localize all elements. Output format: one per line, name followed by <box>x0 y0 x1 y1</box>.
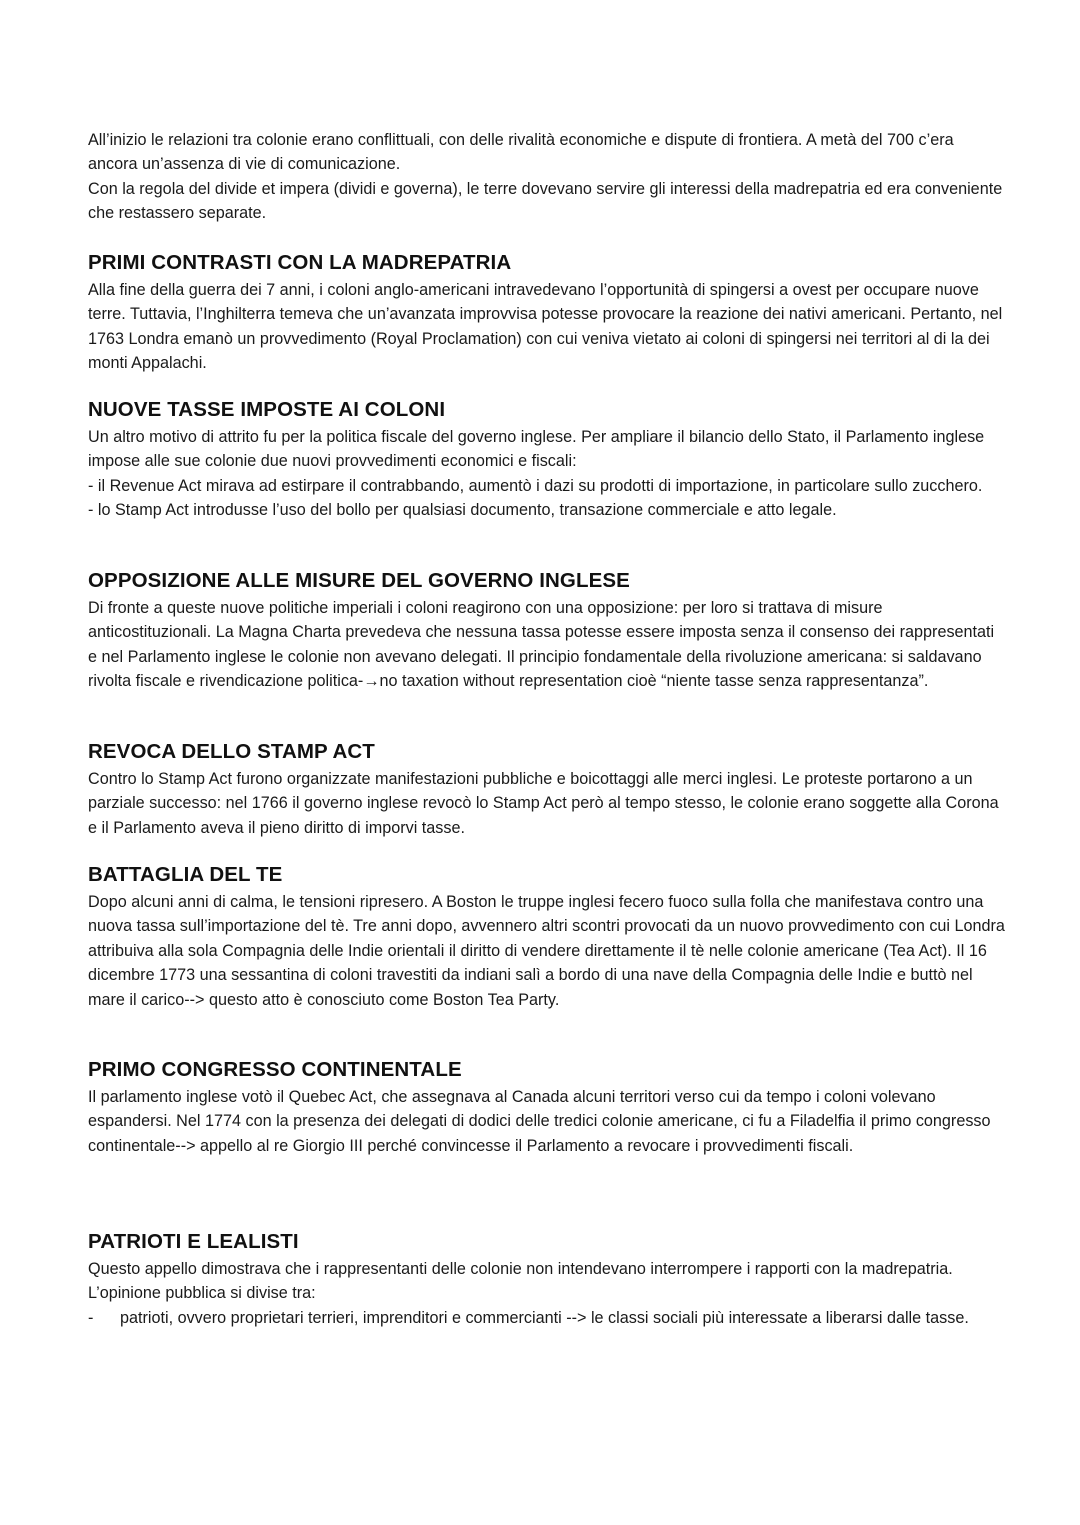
section-heading: PRIMI CONTRASTI CON LA MADREPATRIA <box>88 251 512 274</box>
section-paragraph: L’opinione pubblica si divise tra: <box>88 1284 316 1303</box>
section-revoca-stamp-act <box>88 740 1006 840</box>
section-heading: PRIMO CONGRESSO CONTINENTALE <box>88 1058 462 1081</box>
section-paragraph: - il Revenue Act mirava ad estirpare il contrabbando, aumentò i dazi su prodotti di importazione, in particolare sullo zucchero. <box>88 476 983 495</box>
intro-paragraph-1: All’inizio le relazioni tra colonie erano conflittuali, con delle rivalità economiche e dispute di frontiera. A metà del 700 c’era ancora un’assenza di vie di comunicazione. <box>88 131 954 174</box>
section-heading: REVOCA DELLO STAMP ACT <box>88 740 375 763</box>
section-primo-congresso <box>88 1058 1006 1158</box>
intro-block <box>88 128 1006 226</box>
section-battaglia-del-te <box>88 863 1006 1012</box>
section-nuove-tasse <box>88 398 1006 523</box>
section-primi-contrasti <box>88 251 1006 376</box>
section-paragraph: Dopo alcuni anni di calma, le tensioni ripresero. A Boston le truppe inglesi fecero fuoco sulla folla che manifestava contro una nuova tassa sull’importazione del tè. Tre anni dopo, avvennero altri scontri provocati da un nuovo provvedimento con cui Londra attribuiva alla sola Compagnia delle Indie orientali il diritto di vendere direttamente il tè nelle colonie americane (Tea Act). Il 16 dicembre 1773 una sessantina di coloni travestiti da indiani salì a bordo di una nave della Compagnia delle Indie e buttò nel mare il carico--> questo atto è conosciuto come Boston Tea Party. <box>88 893 1005 1009</box>
list-item-text: patrioti, ovvero proprietari terrieri, imprenditori e commercianti --> le classi sociali più interessate a liberarsi dalle tasse. <box>120 1308 969 1327</box>
section-heading: NUOVE TASSE IMPOSTE AI COLONI <box>88 398 446 421</box>
section-paragraph: Di fronte a queste nuove politiche imperiali i coloni reagirono con una opposizione: per loro si trattava di misure anticostituzionali. La Magna Charta prevedeva che nessuna tassa potesse essere imposta senza il consenso dei rappresentati e nel Parlamento inglese le colonie non avevano delegati. Il principio fondamentale della rivoluzione americana: si saldavano rivolta fiscale e rivendicazione politica-→no taxation without representation cioè “niente tasse senza rappresentanza”. <box>88 599 995 691</box>
bullet-list <box>88 1306 1006 1330</box>
section-paragraph: - lo Stamp Act introdusse l’uso del bollo per qualsiasi documento, transazione commerciale e atto legale. <box>88 501 837 520</box>
section-heading: PATRIOTI E LEALISTI <box>88 1230 299 1253</box>
section-patrioti-lealisti <box>88 1230 1006 1330</box>
section-heading: OPPOSIZIONE ALLE MISURE DEL GOVERNO INGLESE <box>88 569 630 592</box>
intro-paragraph-2: Con la regola del divide et impera (dividi e governa), le terre dovevano servire gli interessi della madrepatria ed era conveniente che restassero separate. <box>88 179 1003 223</box>
section-opposizione <box>88 569 1006 694</box>
section-paragraph: Contro lo Stamp Act furono organizzate manifestazioni pubbliche e boicottaggi alle merci inglesi. Le proteste portarono a un parziale successo: nel 1766 il governo inglese revocò lo Stamp Act però al tempo stesso, le colonie erano soggette alla Corona e il Parlamento aveva il pieno diritto di imporvi tasse. <box>88 770 999 837</box>
section-heading: BATTAGLIA DEL TE <box>88 863 283 886</box>
list-dash: - <box>88 1308 94 1327</box>
section-paragraph: Questo appello dimostrava che i rappresentanti delle colonie non intendevano interrompere i rapporti con la madrepatria. <box>88 1260 953 1278</box>
section-paragraph: Il parlamento inglese votò il Quebec Act, che assegnava al Canada alcuni territori verso cui da tempo i coloni volevano espandersi. Nel 1774 con la presenza dei delegati di dodici delle tredici colonie americane, ci fu a Filadelfia il primo congresso continentale--> appello al re Giorgio III perché convincesse il Parlamento a revocare i provvedimenti fiscali. <box>88 1088 991 1155</box>
section-paragraph: Alla fine della guerra dei 7 anni, i coloni anglo-americani intravedevano l’opportunità di spingersi a ovest per occupare nuove terre. Tuttavia, l’Inghilterra temeva che un’avanzata improvvisa potesse provocare la reazione dei nativi americani. Pertanto, nel 1763 Londra emanò un provvedimento (Royal Proclamation) con cui veniva vietato ai coloni di spingersi nei territori al di la dei monti Appalachi. <box>88 281 1003 373</box>
list-item <box>88 1306 1006 1330</box>
section-paragraph: Un altro motivo di attrito fu per la politica fiscale del governo inglese. Per ampliare il bilancio dello Stato, il Parlamento inglese impose alle sue colonie due nuovi provvedimenti economici e fiscali: <box>88 428 985 471</box>
